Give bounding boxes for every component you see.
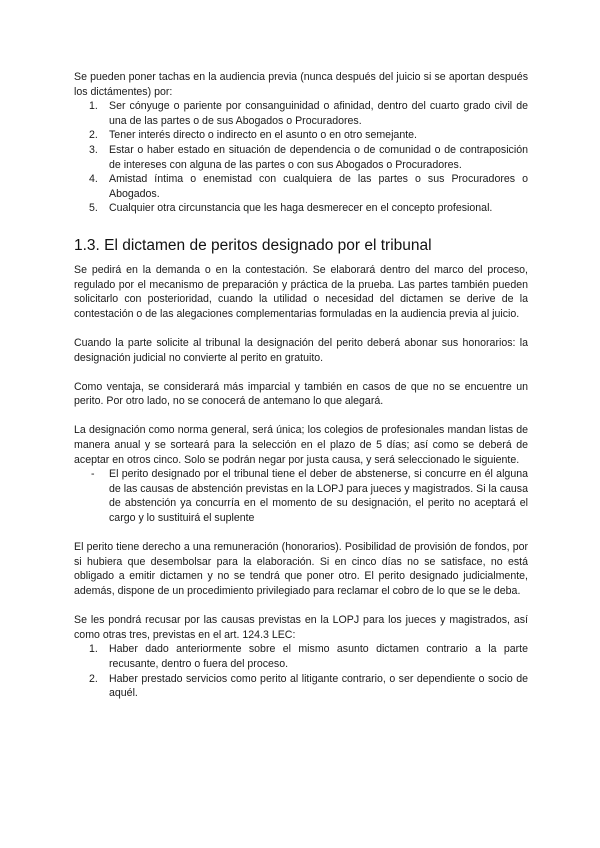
recusal-list [74,642,528,700]
list-item: 5. Cualquier otra circunstancia que les haga desmerecer en el concepto profesional. [89,202,493,215]
page-content [74,70,528,701]
list-item: 3. Estar o haber estado en situación de dependencia o de comunidad o de contraposición de intereses con alguna de las partes o con sus Abogados o Procuradores. [89,143,528,171]
paragraph: Cuando la parte solicite al tribunal la designación del perito deberá abonar sus honorarios: la designación judicial no convierte al perito en gratuito. [74,336,528,364]
paragraph: Se les pondrá recusar por las causas previstas en la LOPJ para los jueces y magistrados, así como otras tres, previstas en el art. 124.3 LEC: [74,614,528,641]
list-item: 1. Ser cónyuge o pariente por consanguinidad o afinidad, dentro del cuarto grado civil de una de las partes o de sus Abogados o Procuradores. [89,100,528,127]
paragraph: La designación como norma general, será única; los colegios de profesionales mandan listas de manera anual y se sorteará para la selección en el plazo de 5 días; así como se deberá de aceptar en otros cinco. Solo se podrán negar por justa causa, y será seleccionado le siguiente. [74,424,528,466]
paragraph: El perito tiene derecho a una remuneración (honorarios). Posibilidad de provisión de fondos, por si hubiera que desembolsar para la elaboración. Si en cinco días no se satisface, no está obligado a emitir dictamen y no se tendrá que poner otro. El perito designado judicialmente, además, dispone de un procedimiento privilegiado para reclamar el cobro de lo que se le deba. [74,541,528,597]
intro-paragraph: Se pueden poner tachas en la audiencia previa (nunca después del juicio si se aportan después los dictámentes) por: [74,71,528,98]
paragraph: Como ventaja, se considerará más imparcial y también en casos de que no se encuentre un perito. Por otro lado, no se conocerá de antemano lo que alegará. [74,380,528,408]
list-item: 2. Haber prestado servicios como perito al litigante contrario, o ser dependiente o socio de aquél. [89,672,528,700]
abstention-list [74,467,528,525]
list-item: 1. Haber dado anteriormente sobre el mismo asunto dictamen contrario a la parte recusante, dentro o fuera del proceso. [89,643,528,670]
list-item: 2. Tener interés directo o indirecto en el asunto o en otro semejante. [89,129,417,142]
paragraph: Se pedirá en la demanda o en la contestación. Se elaborará dentro del marco del proceso, regulado por el mecanismo de preparación y práctica de la prueba. Las partes también pueden solicitarlo con posterioridad, cuando la utilidad o necesidad del dictamen se derive de la contestación o de las alegaciones complementarias formuladas en la audiencia previa al juicio. [74,263,528,320]
tachas-list [74,99,528,216]
section-heading: 1.3. El dictamen de peritos designado por el tribunal [74,236,432,254]
list-item: - El perito designado por el tribunal tiene el deber de abstenerse, si concurre en él alguna de las causas de abstención previstas en la LOPJ para jueces y magistrados. Si la causa de abstención ya concurría en el momento de su designación, el perito no aceptará el cargo y lo sustituirá el suplente [91,468,528,525]
list-item: 4. Amistad íntima o enemistad con cualquiera de las partes o sus Procuradores o Abogados. [89,173,528,200]
